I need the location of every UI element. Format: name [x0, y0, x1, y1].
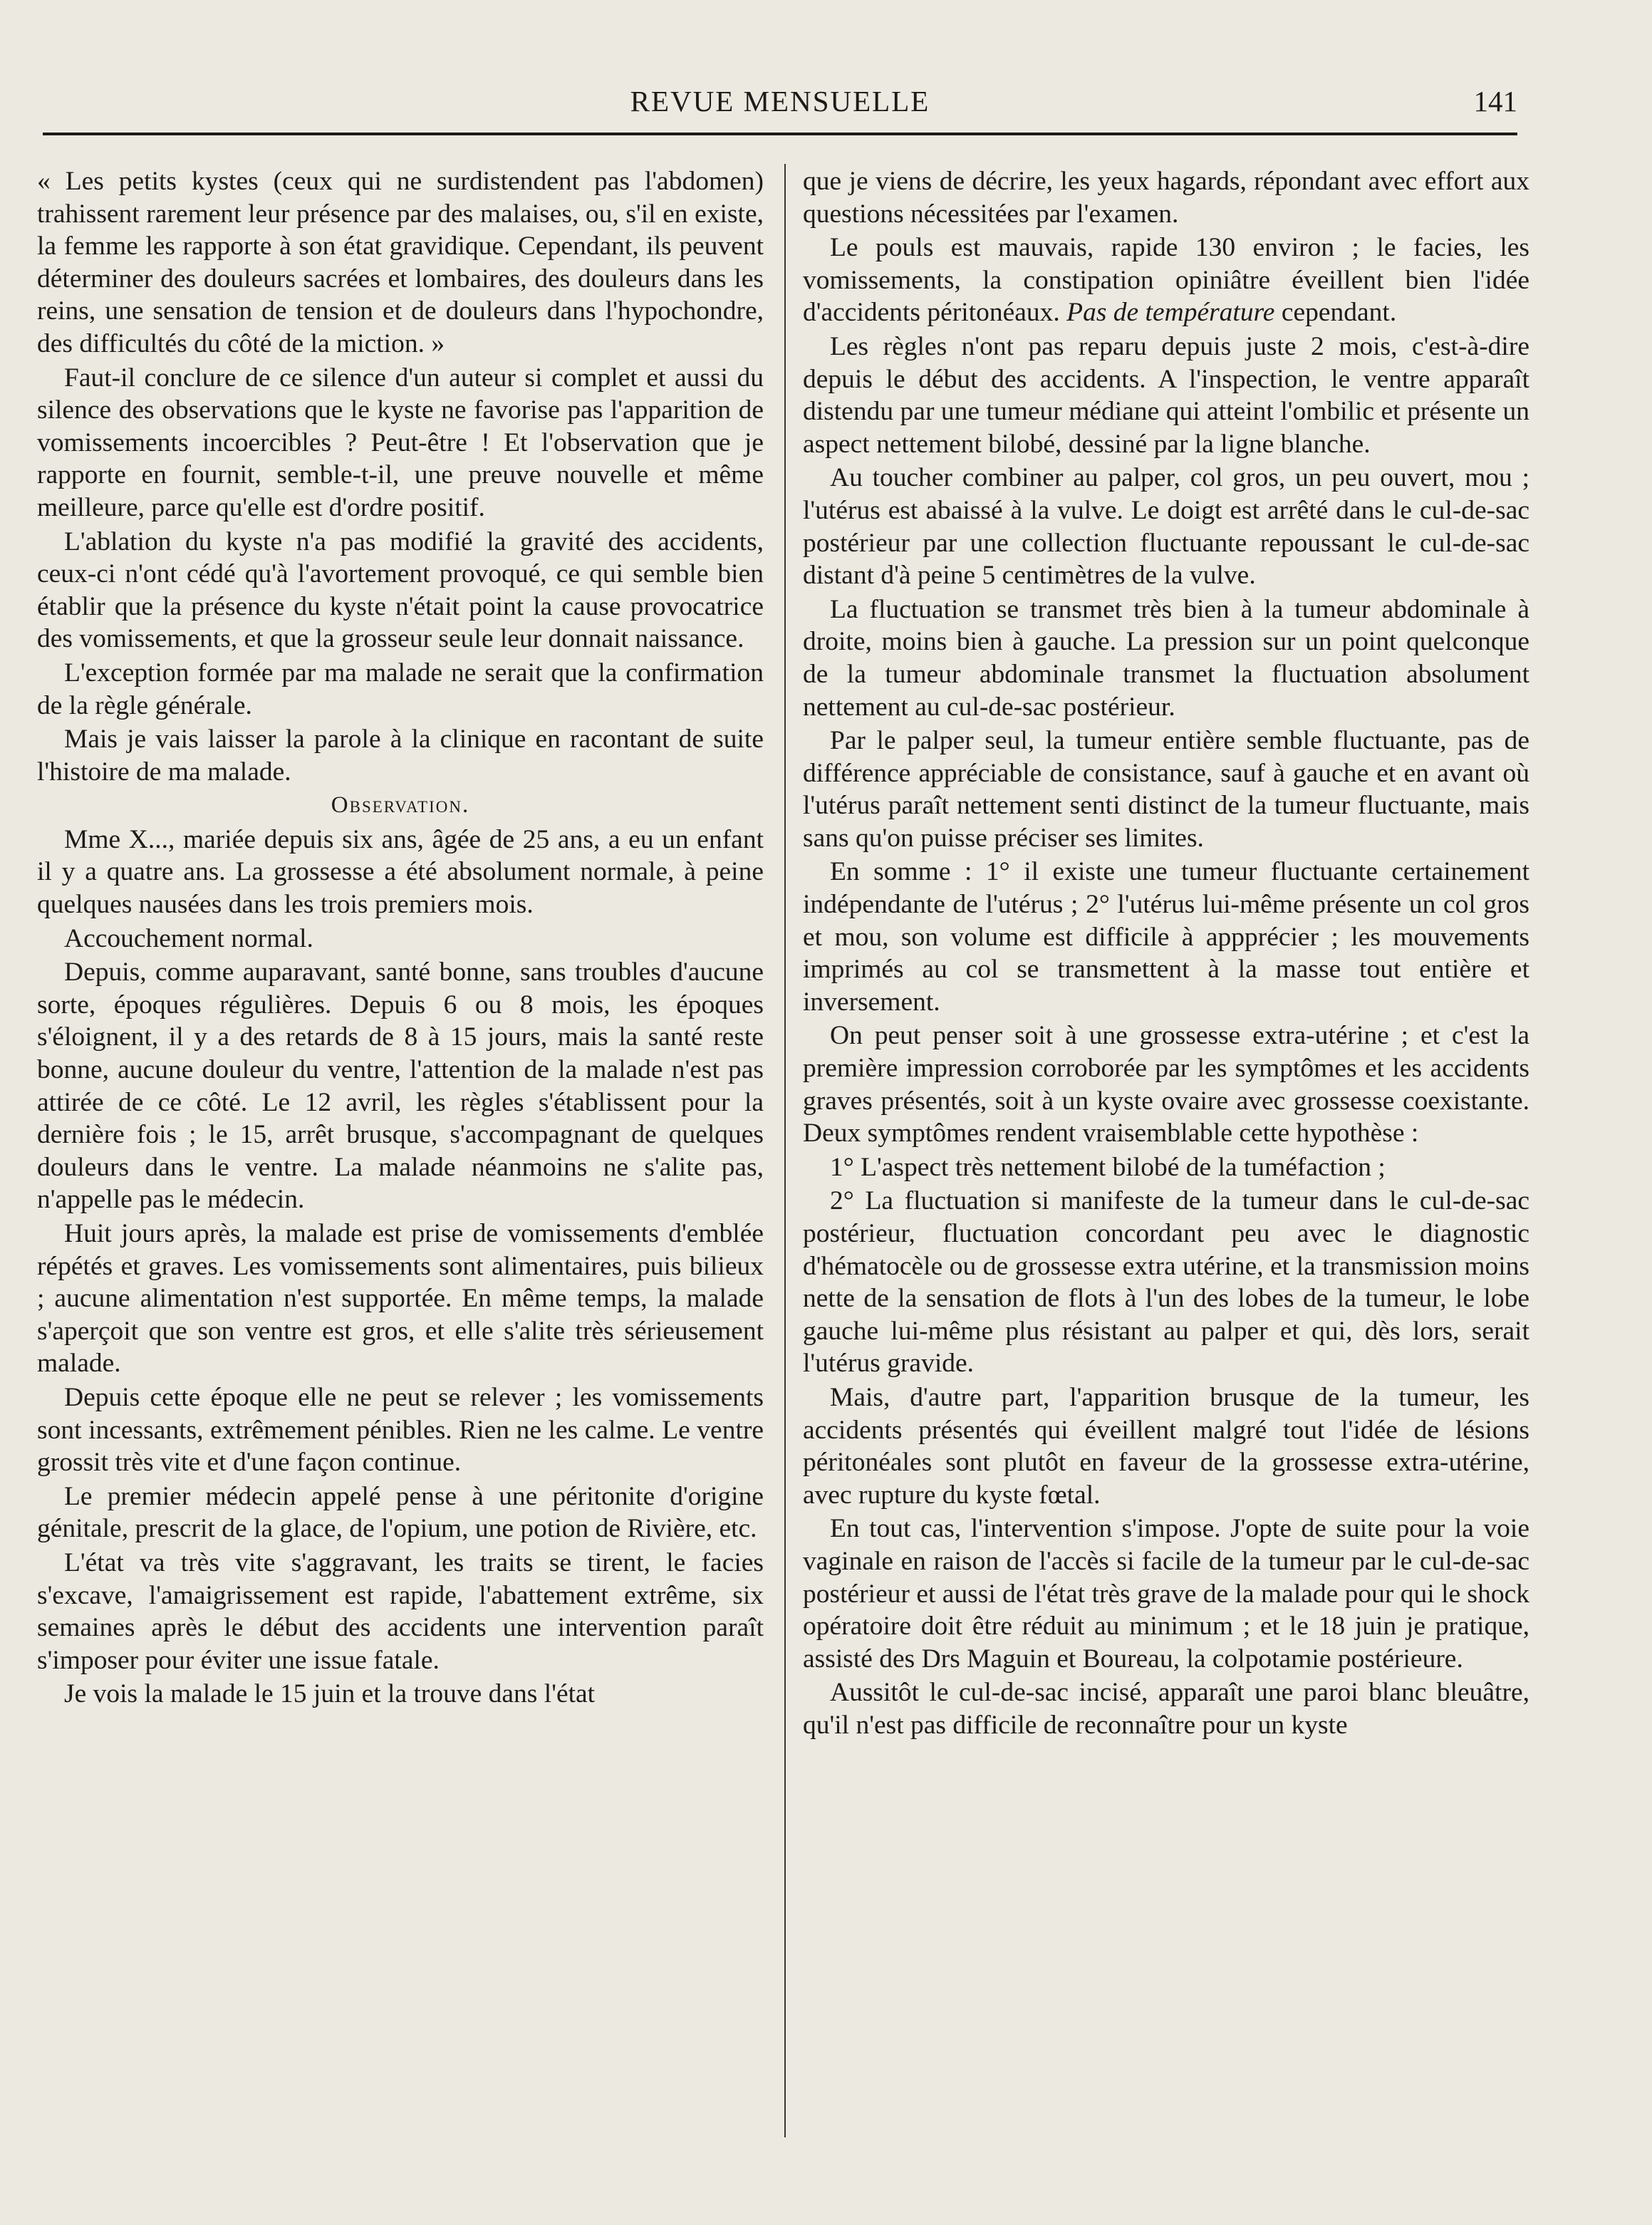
paragraph: Au toucher combiner au palper, col gros, un peu ouvert, mou ; l'utérus est abaissé à la vulve. Le doigt est arrêté dans le cul-de-sac postérieur par une collection fluctuante repoussant le cul-de-sac distant d'à peine 5 centimètres de la vulve. [803, 463, 1529, 591]
section-heading: Observation. [331, 792, 470, 819]
paragraph: 2° La fluctuation si manifeste de la tumeur dans le cul-de-sac postérieur, fluctuation concordant peu avec le diagnostic d'hématocèle ou de grossesse extra utérine, et la transmission moins nette de la sensation de flots à l'un des lobes de la tumeur, le lobe gauche lui-même plus résistant au palper et qui, dès lors, serait l'utérus gravide. [803, 1186, 1529, 1379]
paragraph: Le premier médecin appelé pense à une péritonite d'origine génitale, prescrit de la glace, de l'opium, une potion de Rivière, etc. [37, 1481, 764, 1544]
left-column [37, 165, 764, 2146]
paragraph: Aussitôt le cul-de-sac incisé, apparaît une paroi blanc bleuâtre, qu'il n'est pas difficile de reconnaître pour un kyste [803, 1678, 1529, 1740]
page-number: 141 [1473, 85, 1517, 118]
paragraph: Les règles n'ont pas reparu depuis juste 2 mois, c'est-à-dire depuis le début des accidents. A l'inspection, le ventre apparaît distendu par une tumeur médiane qui atteint l'ombilic et présente un aspect nettement bilobé, dessiné par la ligne blanche. [803, 331, 1529, 459]
paragraph: Par le palper seul, la tumeur entière semble fluctuante, pas de différence appréciable de consistance, sauf à gauche et en avant où l'utérus paraît nettement senti distinct de la tumeur fluctuante, mais sans qu'on puisse préciser ses limites. [803, 726, 1529, 853]
paragraph: Mais je vais laisser la parole à la clinique en racontant de suite l'histoire de ma malade. [37, 725, 764, 787]
paragraph: Faut-il conclure de ce silence d'un auteur si complet et aussi du silence des observations que le kyste ne favorise pas l'apparition de vomissements incoercibles ? Peut-être ! Et l'observation que je rapporte en fournit, semble-t-il, une preuve nouvelle et même meilleure, parce qu'elle est d'ordre positif. [37, 363, 764, 522]
paragraph: En somme : 1° il existe une tumeur fluctuante certainement indépendante de l'utérus ; 2° l'utérus lui-même présente un col gros et mou, son volume est difficile à appprécier ; les mouvements imprimés au col se transmettent à la masse tout entière et inversement. [803, 857, 1529, 1017]
paragraph: Je vois la malade le 15 juin et la trouve dans l'état [64, 1679, 596, 1709]
paragraph: On peut penser soit à une grossesse extra-utérine ; et c'est la première impression corroborée par les symptômes et les accidents graves présentés, soit à un kyste ovaire avec grossesse coexistante. Deux symptômes rendent vraisemblable cette hypothèse : [803, 1021, 1529, 1148]
paragraph: L'état va très vite s'aggravant, les traits se tirent, le facies s'excave, l'amaigrissement est rapide, l'abattement extrême, six semaines après le début des accidents une intervention paraît s'imposer pour éviter une issue fatale. [37, 1547, 764, 1675]
text-run: cependant. [1274, 298, 1397, 328]
column-divider [784, 164, 786, 2137]
paragraph: Depuis, comme auparavant, santé bonne, sans troubles d'aucune sorte, époques régulières. Depuis 6 ou 8 mois, les époques s'éloignent, il y a des retards de 8 à 15 jours, mais la santé reste bonne, aucune douleur du ventre, l'attention de la malade n'est pas attirée de ce côté. Le 12 avril, les règles s'établissent pour la dernière fois ; le 15, arrêt brusque, s'accompagnant de quelques douleurs dans le ventre. La malade néanmoins ne s'alite pas, n'appelle pas le médecin. [37, 958, 764, 1215]
header-rule [43, 133, 1517, 135]
page-header [43, 80, 1517, 123]
paragraph: que je viens de décrire, les yeux hagards, répondant avec effort aux questions nécessitées par l'examen. [803, 167, 1529, 229]
running-title: REVUE MENSUELLE [630, 85, 930, 118]
paragraph: Mme X..., mariée depuis six ans, âgée de 25 ans, a eu un enfant il y a quatre ans. La grossesse a été absolument normale, à peine quelques nausées dans les trois premiers mois. [37, 824, 764, 920]
italic-text: Pas de température [1066, 298, 1275, 328]
paragraph [803, 232, 1529, 329]
right-column [803, 165, 1529, 2146]
paragraph: La fluctuation se transmet très bien à la tumeur abdominale à droite, moins bien à gauche. La pression sur un point quelconque de la tumeur abdominale transmet la fluctuation absolument nettement au cul-de-sac postérieur. [803, 594, 1529, 722]
paragraph: « Les petits kystes (ceux qui ne surdistendent pas l'abdomen) trahissent rarement leur présence par des malaises, ou, s'il en existe, la femme les rapporte à son état gravidique. Cependant, ils peuvent déterminer des douleurs sacrées et lombaires, des douleurs dans les reins, une sensation de tension et de douleurs dans l'hypochondre, des difficultés du côté de la miction. » [37, 167, 764, 358]
paragraph: 1° L'aspect très nettement bilobé de la tuméfaction ; [830, 1152, 1386, 1182]
paragraph: L'ablation du kyste n'a pas modifié la gravité des accidents, ceux-ci n'ont cédé qu'à l'avortement provoqué, ce qui semble bien établir que la présence du kyste n'était point la cause provocatrice des vomissements, et que la grosseur seule leur donnait naissance. [37, 527, 764, 654]
paragraph: En tout cas, l'intervention s'impose. J'opte de suite pour la voie vaginale en raison de l'accès si facile de la tumeur par le cul-de-sac postérieur et aussi de l'état très grave de la malade pour qui le shock opératoire doit être réduit au minimum ; et le 18 juin je pratique, assisté des Drs Maguin et Boureau, la colpotamie postérieure. [803, 1514, 1529, 1674]
paragraph: Accouchement normal. [64, 923, 313, 953]
paragraph: Huit jours après, la malade est prise de vomissements d'emblée répétés et graves. Les vomissements sont alimentaires, puis bilieux ; aucune alimentation n'est supportée. En même temps, la malade s'aperçoit que son ventre est gros, et elle s'alite très sérieusement malade. [37, 1219, 764, 1379]
paragraph: Depuis cette époque elle ne peut se relever ; les vomissements sont incessants, extrêmement pénibles. Rien ne les calme. Le ventre grossit très vite et d'une façon continue. [37, 1382, 764, 1478]
paragraph: Mais, d'autre part, l'apparition brusque de la tumeur, les accidents présentés qui éveillent malgré tout l'idée de lésions péritonéales sont plutôt en faveur de la grossesse extra-utérine, avec rupture du kyste fœtal. [803, 1382, 1529, 1510]
paragraph: L'exception formée par ma malade ne serait que la confirmation de la règle générale. [37, 658, 764, 720]
text-run: Le pouls est mauvais, rapide 130 environ ; le facies, les vomissements, la constipation opiniâtre éveillent bien l'idée d'accidents péritonéaux. [803, 233, 1529, 328]
